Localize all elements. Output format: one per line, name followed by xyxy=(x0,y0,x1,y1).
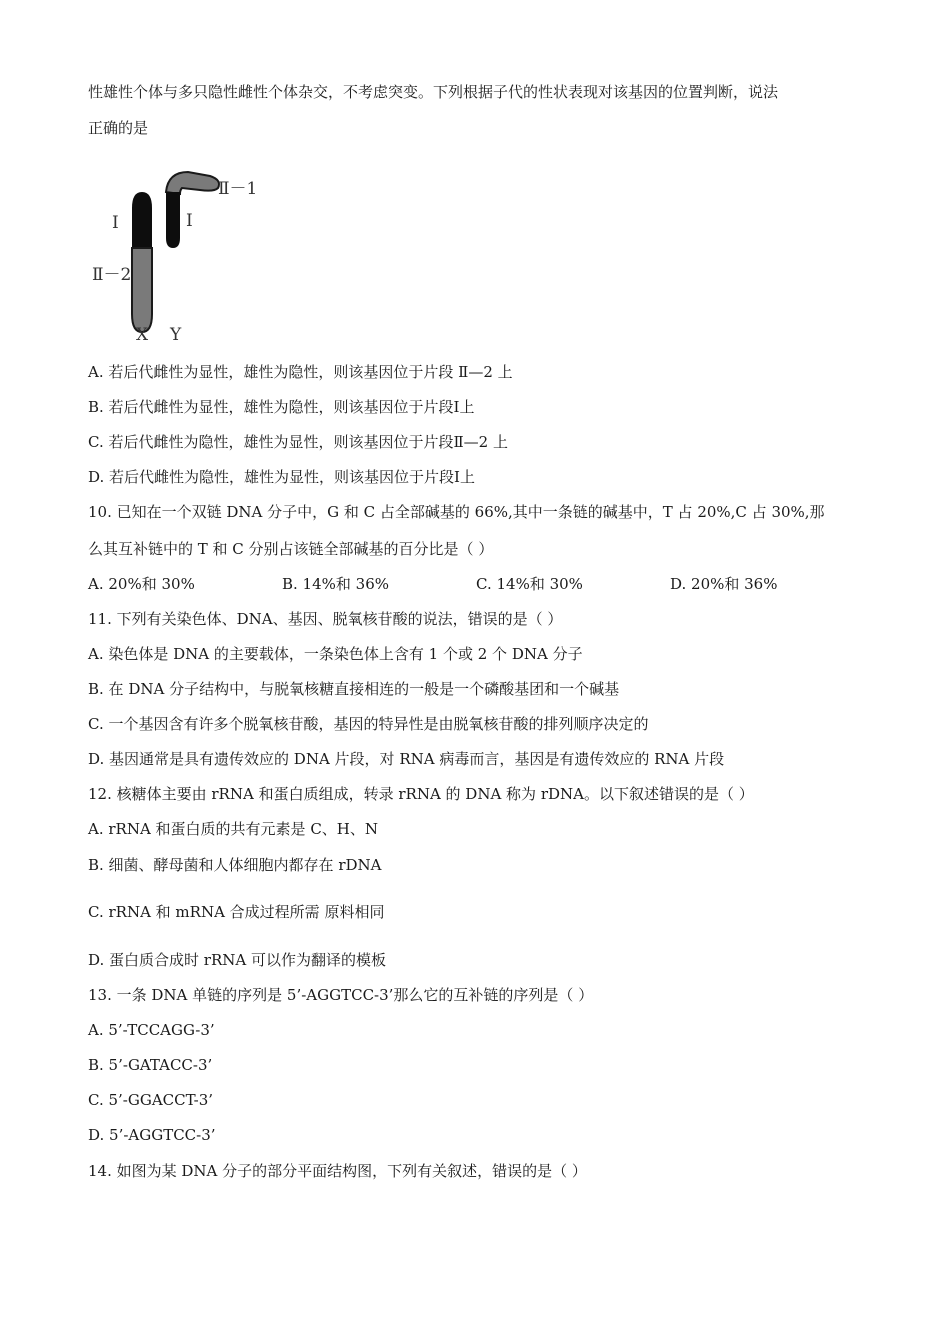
fig-label-x: X xyxy=(136,325,149,345)
fig-label-i-right: I xyxy=(186,211,193,231)
q10-option-b: B. 14%和 36% xyxy=(282,575,390,593)
q13-option-c: C. 5’-GGACCT-3’ xyxy=(88,1091,214,1109)
q11-option-d: D. 基因通常是具有遗传效应的 DNA 片段，对 RNA 病毒而言，基因是有遗传效应的 RNA 片段 xyxy=(88,750,725,768)
q9-option-c: C. 若后代雌性为隐性，雄性为显性，则该基因位于片段Ⅱ—2 上 xyxy=(88,433,508,451)
q12-option-c: C. rRNA 和 mRNA 合成过程所需 原料相同 xyxy=(88,903,385,921)
q9-option-b: B. 若后代雌性为显性，雄性为隐性，则该基因位于片段Ⅰ上 xyxy=(88,398,475,416)
q10-stem-line2: 么其互补链中的 T 和 C 分别占该链全部碱基的百分比是（ ） xyxy=(88,540,494,558)
q12-option-a: A. rRNA 和蛋白质的共有元素是 C、H、N xyxy=(88,820,379,838)
q11-option-a: A. 染色体是 DNA 的主要载体，一条染色体上含有 1 个或 2 个 DNA 分子 xyxy=(88,645,583,663)
q12-option-b: B. 细菌、酵母菌和人体细胞内都存在 rDNA xyxy=(88,856,382,874)
q13-option-a: A. 5’-TCCAGG-3’ xyxy=(88,1021,215,1039)
q13-stem: 13. 一条 DNA 单链的序列是 5’-AGGTCC-3’那么它的互补链的序列是（ ） xyxy=(88,986,594,1004)
q12-stem: 12. 核糖体主要由 rRNA 和蛋白质组成，转录 rRNA 的 DNA 称为 rDNA。以下叙述错误的是（ ） xyxy=(88,785,754,803)
xy-chromosome-diagram xyxy=(88,164,268,346)
x-chromosome xyxy=(132,192,152,332)
fig-label-y: Y xyxy=(170,325,182,345)
q14-stem: 14. 如图为某 DNA 分子的部分平面结构图，下列有关叙述，错误的是（ ） xyxy=(88,1162,587,1180)
q9-option-d: D. 若后代雌性为隐性，雄性为显性，则该基因位于片段Ⅰ上 xyxy=(88,468,475,486)
q13-option-b: B. 5’-GATACC-3’ xyxy=(88,1056,213,1074)
q10-option-a: A. 20%和 30% xyxy=(88,575,195,593)
q11-stem: 11. 下列有关染色体、DNA、基因、脱氧核苷酸的说法，错误的是（ ） xyxy=(88,610,563,628)
xy-chromosome-figure xyxy=(88,164,268,346)
fig-label-i-left: I xyxy=(112,213,119,233)
y-chromosome xyxy=(166,172,219,248)
q10-stem-line1: 10. 已知在一个双链 DNA 分子中，G 和 C 占全部碱基的 66%,其中一条链的碱基中，T 占 20%,C 占 30%,那 xyxy=(88,503,825,521)
q11-option-c: C. 一个基因含有许多个脱氧核苷酸，基因的特异性是由脱氧核苷酸的排列顺序决定的 xyxy=(88,715,649,733)
q9-stem-line1: 性雄性个体与多只隐性雌性个体杂交，不考虑突变。下列根据子代的性状表现对该基因的位置判断，说法 xyxy=(88,83,779,101)
q11-option-b: B. 在 DNA 分子结构中，与脱氧核糖直接相连的一般是一个磷酸基团和一个碱基 xyxy=(88,680,620,698)
q10-option-d: D. 20%和 36% xyxy=(670,575,778,593)
fig-label-ii1: Ⅱ－1 xyxy=(218,179,258,199)
q13-option-d: D. 5’-AGGTCC-3’ xyxy=(88,1126,216,1144)
q10-option-c: C. 14%和 30% xyxy=(476,575,583,593)
fig-label-ii2: Ⅱ－2 xyxy=(92,265,132,285)
q9-stem-line2: 正确的是 xyxy=(88,119,149,137)
q12-option-d: D. 蛋白质合成时 rRNA 可以作为翻译的模板 xyxy=(88,951,386,969)
q9-option-a: A. 若后代雌性为显性，雄性为隐性，则该基因位于片段 Ⅱ—2 上 xyxy=(88,363,513,381)
